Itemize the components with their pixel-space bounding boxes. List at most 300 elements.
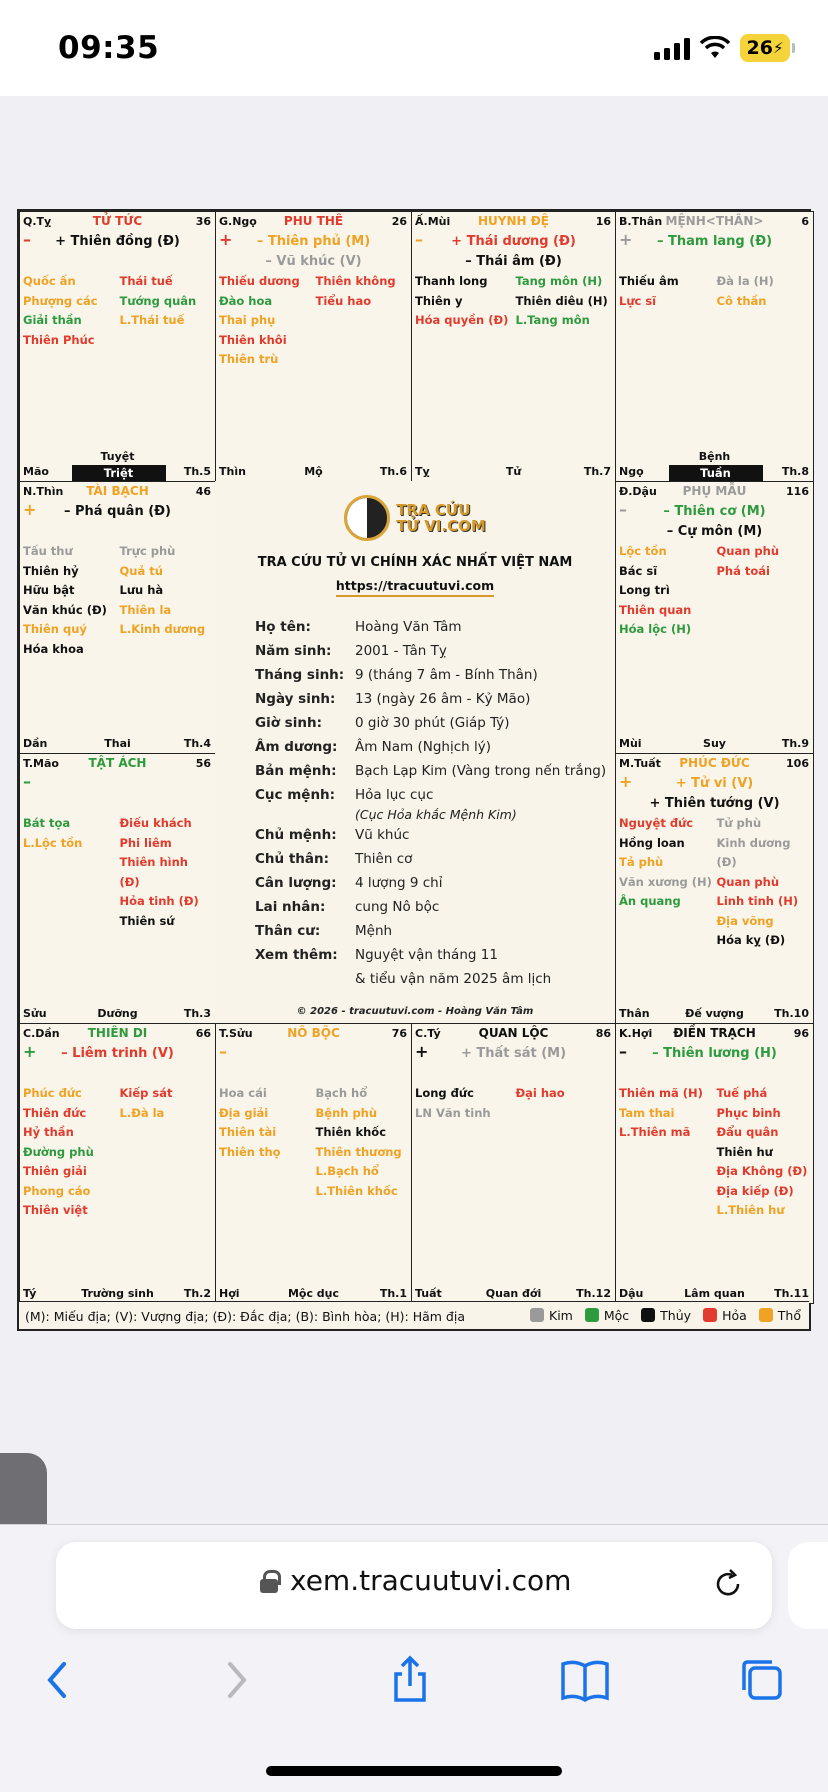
- palace-footer: [412, 1281, 615, 1303]
- back-icon[interactable]: [28, 1650, 88, 1710]
- minor-star: L.Bạch hổ: [315, 1164, 379, 1178]
- info-row: [255, 847, 615, 871]
- info-subvalue: & tiểu vận năm 2025 âm lịch: [355, 971, 552, 987]
- footer-number: Th.6: [379, 465, 407, 478]
- palace-cell[interactable]: [411, 1023, 616, 1304]
- age-label: 76: [391, 1027, 407, 1040]
- palace-footer: [216, 459, 411, 481]
- main-stars: [20, 1044, 215, 1064]
- bookmarks-icon[interactable]: [555, 1650, 615, 1710]
- palace-name: PHỤ MẪU: [682, 484, 747, 498]
- minor-star: Quả tú: [119, 563, 163, 578]
- age-label: 26: [391, 215, 407, 228]
- wifi-icon: [700, 36, 730, 60]
- minor-star: Thiên hư: [716, 1144, 773, 1159]
- minor-star: Thai phụ: [219, 313, 276, 327]
- polarity-mark: +: [415, 1042, 429, 1061]
- life-stage: Dưỡng: [97, 1007, 138, 1020]
- palace-name: PHU THÊ: [283, 214, 344, 228]
- palace-cell[interactable]: [615, 211, 814, 482]
- minor-star: Thiên trù: [219, 352, 279, 366]
- info-value: 4 lượng 9 chỉ: [355, 875, 443, 891]
- status-icons: [654, 34, 790, 62]
- branch-label: C.Tý: [415, 1027, 441, 1040]
- info-value: 9 (tháng 7 âm - Bính Thân): [355, 667, 538, 683]
- footer-number: Th.10: [774, 1007, 809, 1020]
- age-label: 16: [595, 215, 611, 228]
- minor-star: Quan phù: [716, 874, 780, 889]
- legend-item: Thủy: [641, 1308, 691, 1323]
- footer-number: Th.11: [774, 1287, 809, 1300]
- minor-star: Đà la (H): [716, 274, 774, 288]
- life-stage: Tử: [505, 465, 522, 478]
- minor-star: Trực phù: [119, 544, 176, 558]
- minor-star: Thiên y: [415, 293, 463, 308]
- footer-number: Th.12: [576, 1287, 611, 1300]
- legend-swatch: [641, 1308, 655, 1322]
- info-subvalue: (Cục Hỏa khắc Mệnh Kim): [355, 807, 517, 822]
- palace-name: HUYNH ĐỆ: [478, 214, 549, 228]
- minor-star: Địa Không (Đ): [716, 1164, 808, 1178]
- minor-stars: [619, 542, 810, 640]
- info-key: Ngày sinh:: [255, 691, 336, 707]
- info-key: Bản mệnh:: [255, 763, 337, 779]
- minor-stars: [23, 272, 212, 350]
- palace-cell[interactable]: [615, 1023, 814, 1304]
- minor-star: Hóa kỵ (Đ): [716, 933, 786, 947]
- palace-name: PHÚC ĐỨC: [679, 756, 750, 770]
- info-key: Xem thêm:: [255, 947, 338, 963]
- info-row: [255, 871, 615, 895]
- life-stage: Mộ: [304, 465, 323, 478]
- minor-star: Điếu khách: [119, 816, 192, 830]
- palace-cell[interactable]: [19, 1023, 216, 1304]
- next-tab-preview[interactable]: [788, 1542, 828, 1629]
- info-row: [255, 663, 615, 687]
- minor-star: Ân quang: [619, 894, 681, 908]
- polarity-mark: –: [619, 1042, 627, 1061]
- horoscope-chart: [17, 209, 811, 1331]
- main-star: – Cự môn (M): [666, 524, 763, 539]
- minor-star: Thiên thương: [315, 1144, 402, 1159]
- reload-icon[interactable]: [710, 1566, 746, 1602]
- main-star: – Thiên phủ (M): [256, 234, 371, 249]
- address-text: xem.tracuutuvi.com: [290, 1564, 572, 1597]
- minor-star: Thiên đức: [23, 1105, 87, 1120]
- minor-star: Bác sĩ: [619, 563, 658, 578]
- footer-branch: Hợi: [219, 1287, 240, 1300]
- main-star: – Liêm trinh (V): [61, 1046, 174, 1061]
- footer-branch: Mão: [23, 465, 49, 478]
- age-label: 86: [595, 1027, 611, 1040]
- minor-star: Nguyệt đức: [619, 816, 694, 830]
- info-value: 13 (ngày 26 âm - Kỷ Mão): [355, 691, 531, 707]
- minor-star: Thiên diêu (H): [515, 293, 608, 308]
- info-key: Họ tên:: [255, 619, 311, 635]
- palace-footer: [616, 731, 813, 753]
- age-label: 116: [786, 485, 809, 498]
- palace-footer: [216, 1281, 411, 1303]
- minor-star: Thiên không: [315, 274, 396, 288]
- info-row: [255, 823, 615, 847]
- main-star: + Thái dương (Đ): [451, 234, 576, 249]
- palace-footer: [616, 1001, 813, 1023]
- footer-number: Th.8: [781, 465, 809, 478]
- main-star: + Thiên tướng (V): [649, 796, 780, 811]
- main-star: + Thiên đồng (Đ): [55, 234, 180, 249]
- palace-name: TẬT ÁCH: [88, 756, 147, 770]
- minor-star: Tấu thư: [23, 544, 73, 558]
- footer-branch: Thìn: [219, 465, 246, 478]
- palace-cell[interactable]: [215, 211, 412, 482]
- tabs-icon[interactable]: [730, 1650, 790, 1710]
- minor-star: Thiên quan: [619, 602, 692, 617]
- footer-number: Th.1: [379, 1287, 407, 1300]
- life-stage: Lâm quan: [684, 1287, 745, 1300]
- info-row: [255, 783, 615, 823]
- minor-star: Long trì: [619, 583, 670, 597]
- minor-star: Bệnh phù: [315, 1105, 378, 1120]
- minor-stars: [23, 814, 212, 931]
- minor-star: Thiên khôi: [219, 332, 287, 347]
- minor-star: Thiên việt: [23, 1203, 88, 1217]
- minor-star: Hóa quyền (Đ): [415, 313, 509, 327]
- info-row: [255, 615, 615, 639]
- minor-star: Thiên Phúc: [23, 332, 95, 347]
- main-stars: [412, 232, 615, 272]
- polarity-mark: –: [23, 772, 31, 791]
- minor-star: Phong cáo: [23, 1183, 91, 1198]
- palace-footer: [20, 731, 215, 753]
- palace-name: TÀI BẠCH: [86, 484, 149, 498]
- branch-label: M.Tuất: [619, 757, 661, 770]
- minor-star: Thiên la: [119, 602, 172, 617]
- minor-star: L.Đà la: [119, 1105, 165, 1120]
- footer-number: Th.3: [183, 1007, 211, 1020]
- palace-cell[interactable]: [411, 211, 616, 482]
- info-row: [255, 943, 615, 991]
- minor-star: Hỷ thần: [23, 1125, 74, 1139]
- minor-star: L.Tang môn: [515, 313, 590, 327]
- main-star: – Tham lang (Đ): [656, 234, 773, 249]
- info-key: Âm dương:: [255, 739, 338, 755]
- minor-stars: [219, 272, 408, 370]
- legend-item: Thổ: [759, 1308, 801, 1323]
- minor-star: L.Thiên mã: [619, 1125, 691, 1139]
- info-key: Lai nhân:: [255, 899, 326, 915]
- legend-swatch: [759, 1308, 773, 1322]
- info-panel: [215, 481, 615, 1023]
- polarity-mark: –: [219, 1042, 227, 1061]
- minor-star: Đại hao: [515, 1086, 565, 1100]
- minor-star: Thiên hình (Đ): [119, 855, 188, 889]
- site-url-link[interactable]: https://tracuutuvi.com: [336, 578, 494, 597]
- minor-star: Quan phù: [716, 544, 780, 558]
- polarity-mark: +: [619, 772, 633, 791]
- palace-cell[interactable]: [615, 481, 814, 754]
- footer-branch: Dần: [23, 737, 48, 750]
- footer-number: Th.4: [183, 737, 211, 750]
- legend-item: Kim: [530, 1308, 573, 1323]
- branch-label: C.Dần: [23, 1027, 60, 1040]
- info-row: [255, 919, 615, 943]
- footer-branch: Tuất: [415, 1287, 442, 1300]
- polarity-mark: –: [415, 230, 423, 249]
- forward-icon[interactable]: [206, 1650, 266, 1710]
- minor-star: Văn xương (H): [619, 874, 712, 889]
- life-stage: Tuyệt: [100, 450, 135, 463]
- minor-star: Địa võng: [716, 913, 774, 928]
- minor-star: Tử phù: [716, 816, 762, 830]
- minor-star: Tiểu hao: [315, 293, 372, 308]
- share-icon[interactable]: [380, 1650, 440, 1710]
- main-stars: [20, 232, 215, 252]
- main-star: + Thất sát (M): [460, 1046, 567, 1061]
- info-key: Chủ thân:: [255, 851, 330, 867]
- palace-name: NÔ BỘC: [287, 1026, 340, 1040]
- info-value: Mệnh: [355, 923, 393, 939]
- info-value: Hỏa lục cục (Cục Hỏa khắc Mệnh Kim): [355, 787, 517, 822]
- logo-line1: TRA CỨU: [396, 501, 471, 519]
- main-stars: [20, 502, 215, 522]
- minor-stars: [619, 1084, 810, 1221]
- home-indicator: [266, 1766, 562, 1776]
- info-value: Vũ khúc: [355, 827, 410, 843]
- info-row: [255, 895, 615, 919]
- minor-star: Kiếp sát: [119, 1086, 173, 1100]
- minor-star: Lưu hà: [119, 583, 164, 597]
- minor-star: Tam thai: [619, 1105, 675, 1120]
- info-value: Nguyệt vận tháng 11 & tiểu vận năm 2025 âm lịch: [355, 943, 551, 991]
- minor-star: Thiên khốc: [315, 1125, 387, 1139]
- minor-star: Phi liêm: [119, 835, 172, 850]
- footer-branch: Sửu: [23, 1007, 47, 1020]
- minor-star: Thiên giải: [23, 1164, 87, 1178]
- info-key: Tháng sinh:: [255, 667, 345, 683]
- palace-header: [616, 754, 813, 772]
- main-stars: [412, 1044, 615, 1064]
- minor-star: Đường phù: [23, 1144, 94, 1159]
- info-row: [255, 687, 615, 711]
- minor-star: Phượng các: [23, 293, 98, 308]
- polarity-mark: +: [23, 1042, 37, 1061]
- minor-star: Thái tuế: [119, 274, 173, 288]
- copyright-text: © 2026 - tracuutuvi.com - Hoàng Văn Tâm: [296, 1006, 534, 1017]
- palace-cell[interactable]: [615, 753, 814, 1024]
- minor-star: Tang môn (H): [515, 274, 603, 288]
- info-value: cung Nô bộc: [355, 899, 440, 915]
- minor-star: Thiên thọ: [219, 1144, 281, 1159]
- minor-star: Thiên quý: [23, 622, 87, 636]
- legend-swatch: [703, 1308, 717, 1322]
- main-stars: [616, 774, 813, 814]
- palace-header: [616, 212, 813, 230]
- minor-star: Phục binh: [716, 1105, 781, 1120]
- chart-legend: [19, 1301, 809, 1329]
- palace-cell[interactable]: [19, 753, 216, 1024]
- minor-star: Địa kiếp (Đ): [716, 1183, 794, 1198]
- minor-star: Phá toái: [716, 563, 770, 578]
- branch-label: T.Sửu: [219, 1027, 253, 1040]
- palace-cell[interactable]: [19, 211, 216, 482]
- age-label: 6: [801, 215, 809, 228]
- legend-swatch: [530, 1308, 544, 1322]
- minor-star: Hữu bật: [23, 583, 75, 597]
- minor-star: Thiếu dương: [219, 274, 300, 288]
- info-key: Chủ mệnh:: [255, 827, 337, 843]
- life-stage: Đế vượng: [685, 1007, 744, 1020]
- life-stage: Thai: [104, 737, 131, 750]
- main-stars: [616, 232, 813, 252]
- minor-star: Thiên mã (H): [619, 1086, 703, 1100]
- branch-label: Ấ.Mùi: [415, 215, 451, 228]
- minor-star: Long đức: [415, 1086, 474, 1100]
- info-value: 0 giờ 30 phút (Giáp Tý): [355, 715, 510, 731]
- info-key: Cục mệnh:: [255, 787, 336, 803]
- minor-star: Bạch hổ: [315, 1086, 368, 1100]
- main-star: – Thái âm (Đ): [465, 254, 562, 269]
- minor-stars: [415, 272, 612, 331]
- minor-star: Hỏa tinh (Đ): [119, 894, 199, 908]
- minor-star: Hoa cái: [219, 1086, 267, 1100]
- minor-star: Thanh long: [415, 274, 488, 288]
- main-star: – Phá quân (Đ): [64, 504, 171, 519]
- minor-star: Quốc ấn: [23, 274, 76, 288]
- palace-name: THIÊN DI: [87, 1026, 148, 1040]
- palace-header: [412, 1024, 615, 1042]
- polarity-mark: +: [219, 230, 233, 249]
- main-stars: [216, 232, 411, 272]
- minor-star: Lộc tồn: [619, 544, 667, 558]
- minor-stars: [619, 272, 810, 311]
- footer-branch: Mùi: [619, 737, 642, 750]
- cellular-signal-icon: [654, 36, 690, 60]
- polarity-mark: –: [619, 500, 627, 519]
- age-label: 46: [195, 485, 211, 498]
- battery-icon: 26 ⚡: [740, 34, 790, 62]
- palace-header: [20, 1024, 215, 1042]
- footer-number: Th.2: [183, 1287, 211, 1300]
- minor-star: Địa giải: [219, 1105, 269, 1120]
- minor-stars: [23, 542, 212, 659]
- info-row: [255, 639, 615, 663]
- palace-footer: [20, 1001, 215, 1023]
- footer-branch: Tỵ: [415, 465, 430, 478]
- minor-star: Giải thần: [23, 313, 82, 327]
- legend-item: Hỏa: [703, 1308, 747, 1323]
- lock-icon: [260, 1570, 278, 1592]
- age-label: 106: [786, 757, 809, 770]
- legend-swatch: [585, 1308, 599, 1322]
- minor-star: Tuế phá: [716, 1086, 768, 1100]
- minor-star: L.Lộc tồn: [23, 835, 83, 850]
- status-time: 09:35: [58, 30, 160, 66]
- minor-star: Phúc đức: [23, 1086, 82, 1100]
- minor-star: Văn khúc (Đ): [23, 602, 107, 617]
- address-bar[interactable]: [56, 1542, 772, 1629]
- site-logo[interactable]: [215, 495, 615, 541]
- life-stage: Quan đới: [485, 1287, 542, 1300]
- status-bar: [0, 0, 828, 96]
- polarity-mark: +: [23, 500, 37, 519]
- minor-star: Tướng quân: [119, 293, 197, 308]
- minor-star: Cô thần: [716, 293, 767, 308]
- main-stars: [616, 1044, 813, 1064]
- polarity-mark: +: [619, 230, 633, 249]
- palace-cell[interactable]: [215, 1023, 412, 1304]
- palace-cell[interactable]: [19, 481, 216, 754]
- branch-label: Q.Tỵ: [23, 215, 52, 228]
- minor-star: Tả phù: [619, 855, 664, 869]
- main-star: + Tử vi (V): [675, 776, 754, 791]
- life-stage: Bệnh: [698, 450, 731, 463]
- minor-stars: [415, 1084, 612, 1123]
- minor-star: Đẩu quân: [716, 1125, 779, 1139]
- palace-header: [412, 212, 615, 230]
- minor-star: Thiên sứ: [119, 913, 175, 928]
- minor-star: L.Thiên hư: [716, 1203, 785, 1217]
- minor-star: LN Văn tinh: [415, 1105, 491, 1120]
- palace-header: [216, 212, 411, 230]
- logo-line2: TỬ VI.COM: [396, 517, 486, 535]
- minor-star: L.Thái tuế: [119, 313, 185, 327]
- minor-stars: [219, 1084, 408, 1201]
- branch-label: B.Thân: [619, 215, 663, 228]
- footer-branch: Dậu: [619, 1287, 644, 1300]
- main-star: – Thiên cơ (M): [663, 504, 766, 519]
- battery-level: 26: [746, 37, 773, 59]
- minor-star: Hóa khoa: [23, 641, 84, 656]
- palace-header: [216, 1024, 411, 1042]
- palace-footer: [412, 459, 615, 481]
- palace-name: ĐIỀN TRẠCH: [673, 1026, 756, 1040]
- navigation-bar: [0, 1640, 828, 1720]
- age-label: 96: [793, 1027, 809, 1040]
- minor-star: Kinh dương (Đ): [716, 835, 791, 869]
- age-label: 66: [195, 1027, 211, 1040]
- palace-header: [20, 212, 215, 230]
- minor-star: Lực sĩ: [619, 293, 657, 308]
- branch-label: T.Mão: [23, 757, 59, 770]
- age-label: 36: [195, 215, 211, 228]
- info-value: Bạch Lạp Kim (Vàng trong nến trắng): [355, 763, 607, 779]
- age-label: 56: [195, 757, 211, 770]
- palace-header: [616, 1024, 813, 1042]
- footer-number: Th.7: [583, 465, 611, 478]
- life-stage: Mộc dục: [287, 1287, 340, 1300]
- tag-badge: Triệt: [72, 465, 166, 482]
- legend-item: Mộc: [585, 1308, 629, 1323]
- palace-name: QUAN LỘC: [478, 1026, 549, 1040]
- site-title: TRA CỨU TỬ VI CHÍNH XÁC NHẤT VIỆT NAM: [257, 555, 573, 570]
- minor-star: Đào hoa: [219, 293, 273, 308]
- palace-name: TỬ TỨC: [92, 214, 143, 228]
- branch-label: G.Ngọ: [219, 215, 257, 228]
- footer-number: Th.9: [781, 737, 809, 750]
- info-key: Giờ sinh:: [255, 715, 322, 731]
- palace-header: [20, 754, 215, 772]
- branch-label: K.Hợi: [619, 1027, 653, 1040]
- tag-badge: Tuần: [669, 465, 763, 482]
- minor-stars: [23, 1084, 212, 1221]
- minor-star: Thiếu âm: [619, 274, 679, 288]
- main-star: – Vũ khúc (V): [265, 254, 362, 269]
- minor-star: Hóa lộc (H): [619, 622, 692, 636]
- info-key: Thân cư:: [255, 923, 321, 939]
- footer-branch: Ngọ: [619, 465, 644, 478]
- info-value: Âm Nam (Nghịch lý): [355, 739, 492, 755]
- info-key: Cân lượng:: [255, 875, 337, 891]
